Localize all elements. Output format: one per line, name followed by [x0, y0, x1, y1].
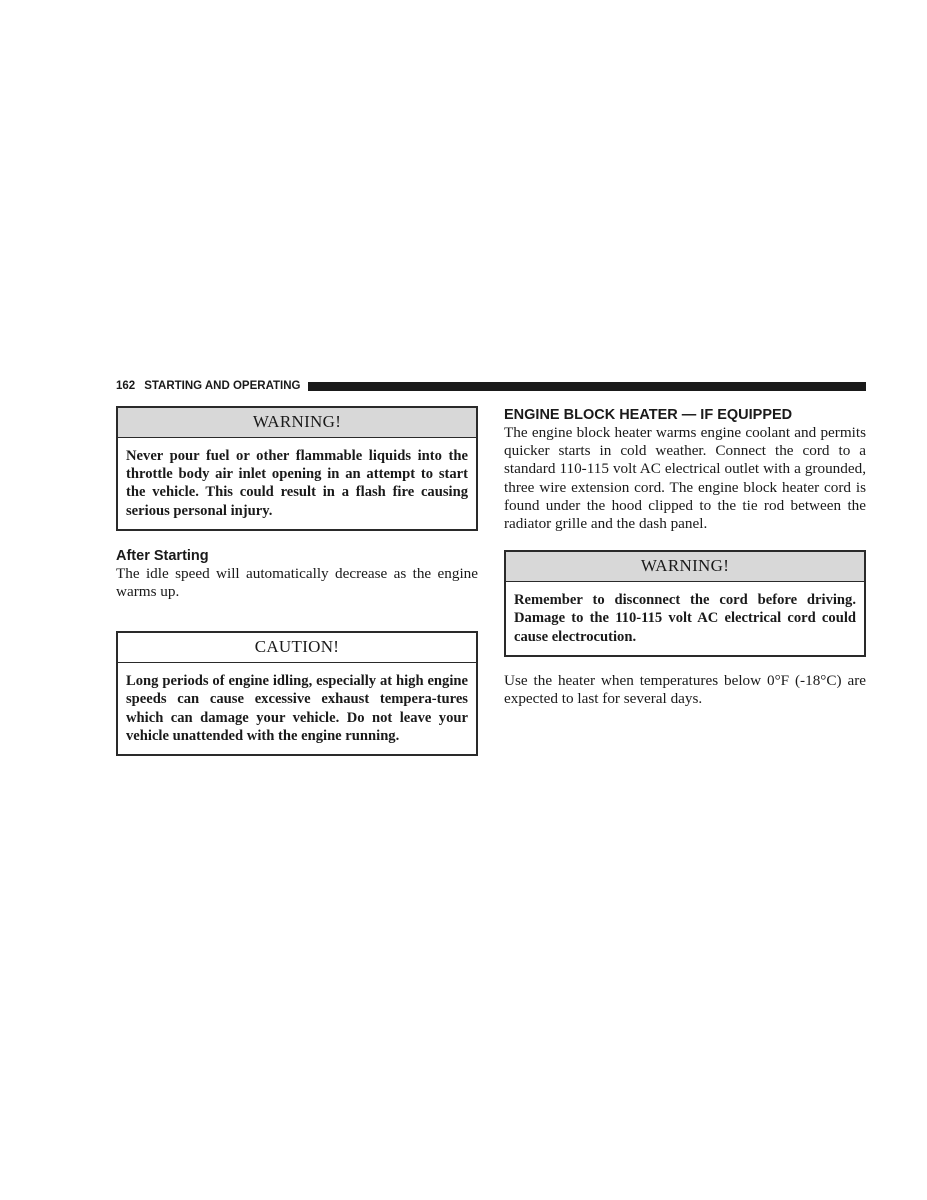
right-column [504, 406, 866, 708]
warning-title: WARNING! [506, 552, 864, 582]
after-starting-heading: After Starting [116, 547, 209, 564]
warning-body: Never pour fuel or other flammable liquids into the throttle body air inlet opening in an attempt to start the vehicle. This could result in a flash fire causing serious personal injury. [126, 448, 468, 519]
caution-box [116, 631, 478, 756]
section-title: STARTING AND OPERATING [144, 380, 301, 392]
warning-box-cord [504, 550, 866, 657]
left-column [116, 406, 478, 756]
caution-title: CAUTION! [118, 633, 476, 663]
page-header [116, 378, 866, 394]
engine-block-text: The engine block heater warms engine coolant and permits quicker starts in cold weather. Connect the cord to a standard 110-115 volt AC electrical outlet with a grounded, three wire extension cord. The engine block heater cord is found under the hood clipped to the tie rod between the radiator grille and the dash panel. [504, 424, 866, 533]
page-number: 162 [116, 380, 136, 392]
warning-title: WARNING! [118, 408, 476, 438]
after-starting-text: The idle speed will automatically decrease as the engine warms up. [116, 564, 478, 601]
engine-block-heading: ENGINE BLOCK HEATER — IF EQUIPPED [504, 407, 793, 423]
heater-usage-text: Use the heater when temperatures below 0°F (-18°C) are expected to last for several days. [504, 671, 866, 708]
warning-box-fuel [116, 406, 478, 531]
warning-body: Remember to disconnect the cord before driving. Damage to the 110-115 volt AC electrical cord could cause electrocution. [514, 592, 856, 645]
caution-body: Long periods of engine idling, especially at high engine speeds can cause excessive exhaust tempera-tures which can damage your vehicle. Do not leave your vehicle unattended with the engine running. [126, 673, 468, 744]
header-rule [308, 382, 867, 391]
